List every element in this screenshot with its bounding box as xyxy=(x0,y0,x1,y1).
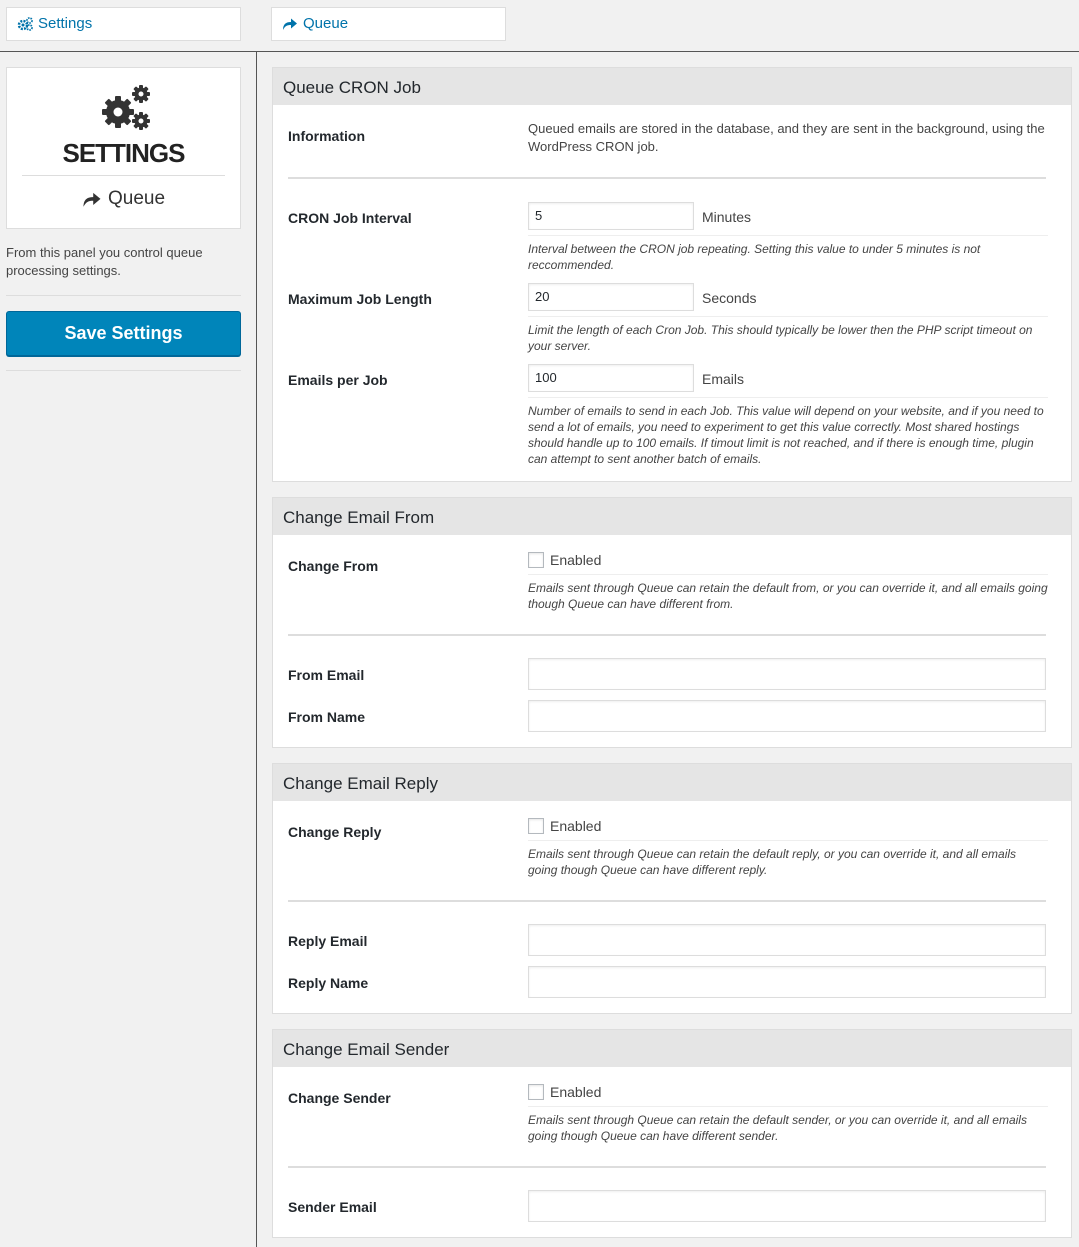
emails-per-job-label: Emails per Job xyxy=(288,372,388,388)
cron-interval-input[interactable]: 5 xyxy=(528,202,694,230)
change-sender-checkbox[interactable] xyxy=(528,1084,544,1100)
emails-per-job-description: Number of emails to send in each Job. This value will depend on your website, and if you need to send a lot of emails, you need to experiment to get this value correctly. Most shared hostings should handle up to 100 emails. If timout limit is not reached, and if there is enough time, plugin can attempt to sent another batch of emails. xyxy=(528,397,1048,467)
emails-per-job-unit: Emails xyxy=(702,371,745,387)
panel-change-email-sender xyxy=(272,1029,1072,1238)
logo-subtitle xyxy=(7,188,240,210)
emails-per-job-input[interactable]: 100 xyxy=(528,364,694,392)
max-job-length-input[interactable]: 20 xyxy=(528,283,694,311)
share-arrow-icon xyxy=(82,191,102,208)
change-from-label: Change From xyxy=(288,558,379,574)
information-text: Queued emails are stored in the database, and they are sent in the background, using the WordPress CRON job. xyxy=(528,121,1045,154)
tab-settings-label: Settings xyxy=(38,15,93,32)
cron-interval-description: Interval between the CRON job repeating. Setting this value to under 5 minutes is not reccommended. xyxy=(528,235,1048,273)
enabled-label: Enabled xyxy=(550,818,602,834)
reply-email-label: Reply Email xyxy=(288,933,368,949)
sender-email-label: Sender Email xyxy=(288,1199,377,1215)
change-from-checkbox[interactable] xyxy=(528,552,544,568)
max-job-length-label: Maximum Job Length xyxy=(288,291,432,307)
max-job-length-unit: Seconds xyxy=(702,290,757,306)
panel-title: Change Email From xyxy=(273,498,1071,535)
save-settings-button[interactable]: Save Settings xyxy=(6,311,241,356)
section-divider xyxy=(288,1166,1046,1168)
from-name-label: From Name xyxy=(288,709,366,725)
panel-title: Change Email Sender xyxy=(273,1030,1071,1067)
panel-change-email-from xyxy=(272,497,1072,748)
gears-icon xyxy=(17,17,33,31)
from-email-label: From Email xyxy=(288,667,365,683)
change-from-description: Emails sent through Queue can retain the default from, or you can override it, and all emails going though Queue can have different from. xyxy=(528,574,1048,612)
change-sender-label: Change Sender xyxy=(288,1090,391,1106)
change-reply-label: Change Reply xyxy=(288,824,382,840)
information-label: Information xyxy=(288,128,365,144)
panel-title: Change Email Reply xyxy=(273,764,1071,801)
enabled-label: Enabled xyxy=(550,1084,602,1100)
change-sender-description: Emails sent through Queue can retain the default sender, or you can override it, and all emails going though Queue can have different sender. xyxy=(528,1106,1048,1144)
cron-interval-unit: Minutes xyxy=(702,209,752,225)
sidebar-description: From this panel you control queue processing settings. xyxy=(6,245,203,278)
from-name-input[interactable] xyxy=(528,700,1046,732)
share-arrow-icon xyxy=(282,17,298,31)
settings-logo-box xyxy=(6,67,241,229)
tab-queue[interactable] xyxy=(271,7,506,41)
section-divider xyxy=(288,634,1046,636)
logo-subtitle-text: Queue xyxy=(107,188,166,209)
max-job-length-description: Limit the length of each Cron Job. This should typically be lower then the PHP script timeout on your server. xyxy=(528,316,1048,354)
tab-queue-label: Queue xyxy=(303,15,349,32)
panel-cron-job xyxy=(272,67,1072,482)
change-sender-enabled[interactable] xyxy=(528,1084,601,1100)
section-divider xyxy=(288,900,1046,902)
tab-settings[interactable] xyxy=(6,7,241,41)
enabled-label: Enabled xyxy=(550,552,602,568)
panel-title: Queue CRON Job xyxy=(273,68,1071,105)
sidebar xyxy=(0,52,257,1247)
panel-change-email-reply xyxy=(272,763,1072,1014)
reply-name-input[interactable] xyxy=(528,966,1046,998)
reply-name-label: Reply Name xyxy=(288,975,369,991)
gears-icon xyxy=(98,84,152,132)
change-reply-checkbox[interactable] xyxy=(528,818,544,834)
change-from-enabled[interactable] xyxy=(528,552,601,568)
logo-divider xyxy=(22,175,225,176)
reply-email-input[interactable] xyxy=(528,924,1046,956)
section-divider xyxy=(288,177,1046,179)
change-reply-description: Emails sent through Queue can retain the default reply, or you can override it, and all emails going though Queue can have different reply. xyxy=(528,840,1048,878)
sender-email-input[interactable] xyxy=(528,1190,1046,1222)
cron-interval-label: CRON Job Interval xyxy=(288,210,412,226)
top-tab-bar xyxy=(0,0,1079,52)
change-reply-enabled[interactable] xyxy=(528,818,601,834)
from-email-input[interactable] xyxy=(528,658,1046,690)
sidebar-divider xyxy=(6,295,241,296)
sidebar-divider xyxy=(6,370,241,371)
logo-title: SETTINGS xyxy=(62,138,185,168)
